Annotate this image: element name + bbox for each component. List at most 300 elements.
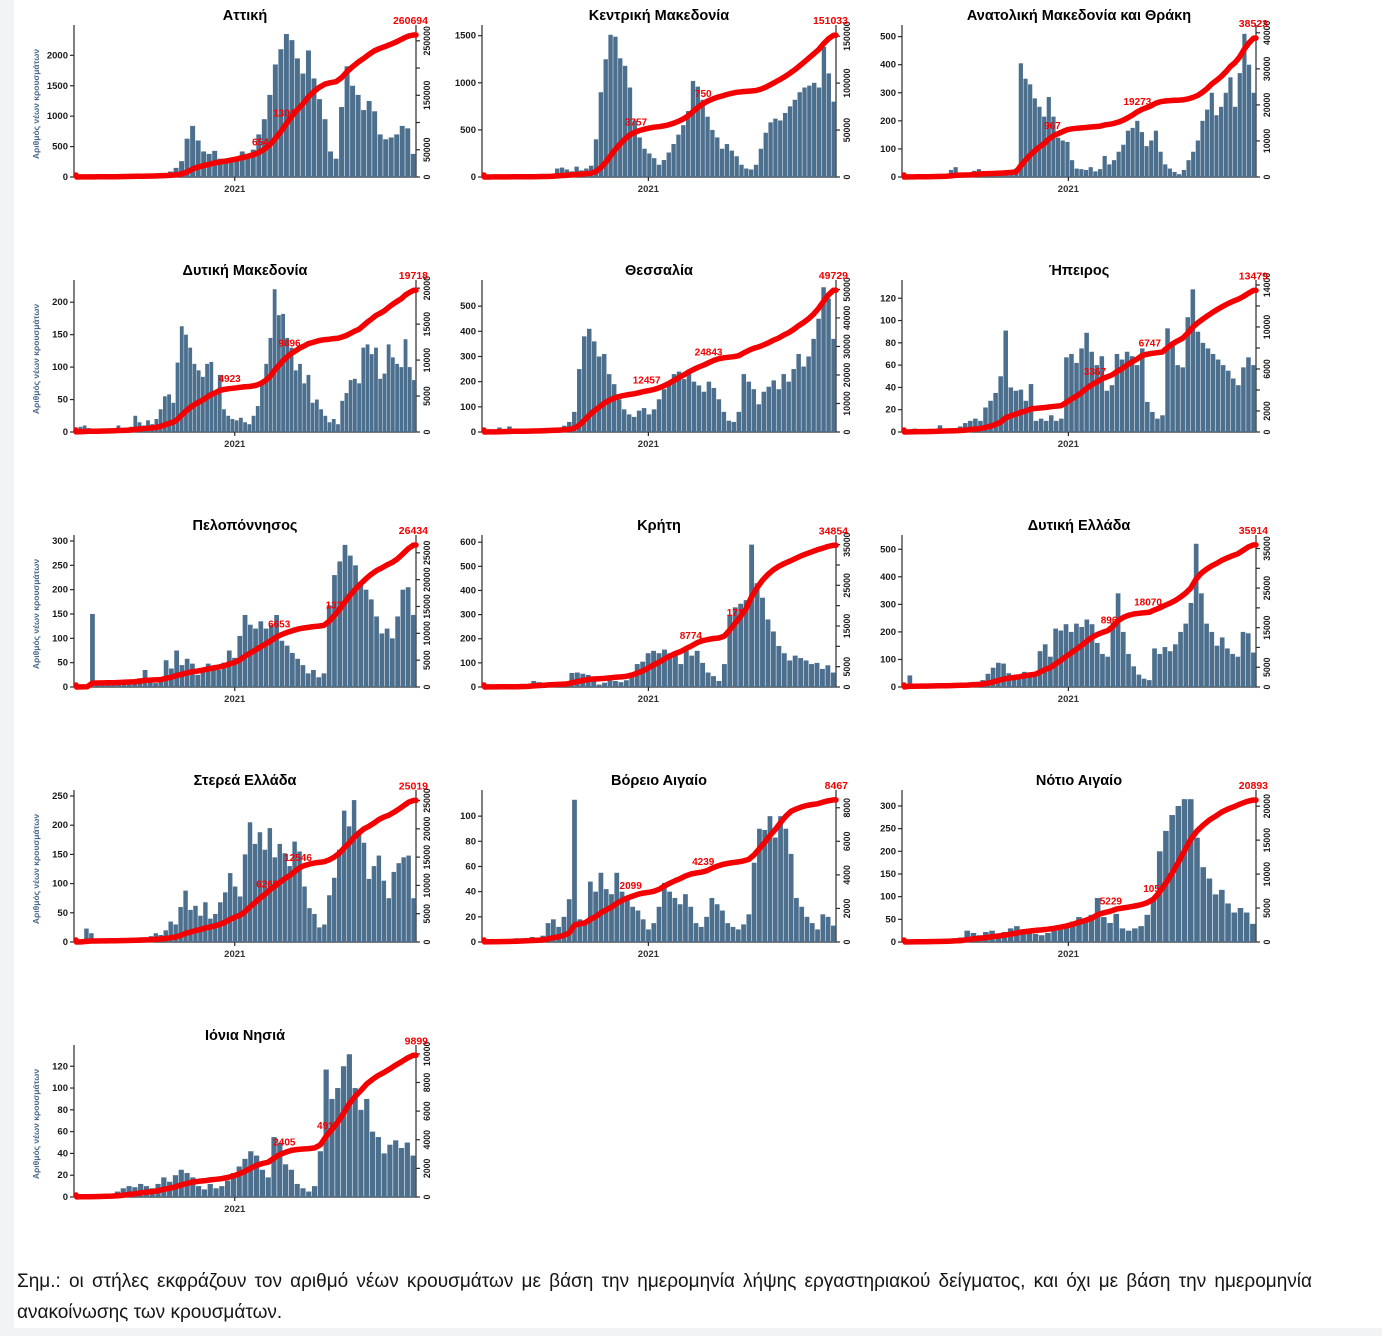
daily-cases-bar [190, 664, 195, 687]
daily-cases-bar [732, 422, 736, 432]
daily-cases-bar [1157, 654, 1162, 687]
daily-cases-bar [1206, 348, 1211, 432]
right-axis-tick-label: 25000 [1262, 575, 1272, 601]
daily-cases-bar [1074, 624, 1079, 687]
right-axis-tick-label: 10000 [422, 873, 432, 898]
left-axis-tick-label: 100 [460, 401, 476, 413]
daily-cases-bar [651, 923, 656, 942]
left-axis-tick-label: 100 [880, 654, 896, 666]
daily-cases-bar [1221, 365, 1226, 432]
chart-title: Θεσσαλία [625, 263, 693, 279]
daily-cases-bar [624, 680, 629, 687]
daily-cases-bar [825, 665, 830, 687]
daily-cases-bar [802, 88, 806, 177]
daily-cases-bar [788, 106, 792, 177]
daily-cases-bar [646, 929, 651, 942]
daily-cases-bar [1251, 365, 1256, 432]
daily-cases-bar [642, 149, 646, 177]
right-axis-tick-label: 8000 [422, 1072, 432, 1093]
daily-cases-bar [396, 863, 400, 942]
daily-cases-bar [376, 1137, 381, 1197]
daily-cases-bar [213, 1188, 218, 1197]
daily-cases-bar [377, 856, 381, 942]
daily-cases-bar [583, 923, 588, 942]
right-axis-tick-label: 0 [422, 939, 432, 945]
left-axis-tick-label: 40 [465, 886, 476, 898]
daily-cases-bar [1070, 160, 1074, 177]
daily-cases-bar [222, 409, 226, 432]
daily-cases-bar [799, 907, 804, 942]
daily-cases-bar [1178, 632, 1183, 687]
daily-cases-bar [350, 86, 355, 177]
daily-cases-bar [401, 590, 406, 687]
daily-cases-bar [771, 380, 775, 432]
daily-cases-bar [341, 1066, 346, 1197]
daily-cases-bar [364, 1099, 369, 1197]
daily-cases-bar [741, 924, 746, 942]
right-axis-tick-label: 8000 [842, 797, 852, 818]
daily-cases-bar [731, 927, 736, 942]
daily-cases-bar [613, 681, 618, 687]
daily-cases-bar [613, 37, 617, 177]
daily-cases-bar [273, 64, 278, 177]
daily-cases-bar [1069, 354, 1074, 432]
right-axis-tick-label: 25000 [422, 788, 432, 813]
daily-cases-bar [727, 421, 731, 432]
daily-cases-bar [385, 629, 390, 687]
left-axis-tick-label: 0 [62, 172, 68, 183]
daily-cases-bar [1009, 387, 1014, 432]
left-axis-tick-label: 100 [52, 633, 68, 645]
daily-cases-bar [1053, 629, 1058, 687]
right-axis-tick-label: 0 [422, 684, 432, 690]
left-axis-tick-label: 50 [57, 657, 68, 669]
daily-cases-bar [312, 1186, 317, 1197]
daily-cases-bar [657, 399, 661, 432]
cumulative-annotation: 6266 [256, 879, 279, 891]
daily-cases-bar [357, 831, 361, 942]
daily-cases-bar [1049, 415, 1054, 432]
daily-cases-bar [1207, 879, 1213, 942]
daily-cases-bar [343, 545, 348, 687]
daily-cases-bar [243, 615, 248, 687]
chart-title: Στερεά Ελλάδα [193, 773, 297, 789]
right-axis-tick-label: 30000 [1262, 56, 1272, 82]
daily-cases-bar [1219, 107, 1223, 177]
daily-cases-bar [637, 137, 641, 177]
daily-cases-bar [1098, 169, 1102, 177]
left-axis-tick-label: 60 [465, 861, 476, 873]
daily-cases-bar [369, 599, 374, 687]
daily-cases-bar [707, 382, 711, 432]
region-chart-panel [450, 260, 870, 465]
daily-cases-bar [219, 1186, 224, 1197]
daily-cases-bar [1110, 385, 1115, 432]
left-axis-tick-label: 300 [880, 800, 896, 812]
daily-cases-bar [253, 844, 257, 942]
daily-cases-bar [700, 663, 705, 687]
daily-cases-bar [776, 389, 780, 432]
cumulative-total-label: 13479 [1238, 270, 1268, 283]
daily-cases-bar [1044, 421, 1049, 432]
daily-cases-bar [730, 151, 734, 177]
daily-cases-bar [1001, 664, 1006, 687]
left-axis-tick-label: 1000 [46, 111, 68, 123]
right-axis-tick-label: 20000 [422, 275, 432, 301]
daily-cases-bar [757, 404, 761, 432]
left-axis-tick-label: 250 [880, 823, 896, 835]
daily-cases-bar [673, 656, 678, 687]
left-axis-tick-label: 100 [52, 878, 68, 890]
daily-cases-bar [281, 314, 285, 432]
x-axis-tick-label: 2021 [637, 694, 659, 705]
daily-cases-bar [408, 367, 412, 432]
daily-cases-bar [378, 379, 382, 432]
left-axis-tick-label: 500 [52, 141, 68, 153]
left-axis-tick-label: 600 [460, 537, 476, 549]
daily-cases-bar [412, 380, 416, 432]
daily-cases-bar [1149, 141, 1153, 178]
daily-cases-bar [372, 111, 377, 177]
daily-cases-bar [1158, 152, 1162, 177]
daily-cases-bar [332, 419, 336, 432]
daily-cases-bar [1111, 622, 1116, 687]
footnote: Σημ.: οι στήλες εκφράζουν τον αριθμό νέων κρουσμάτων με βάση την ημερομηνία λήψης εργαστηριακού δείγματος, και όχι με βάση την ημερομηνία ανακοίνωσης των κρουσμάτων. [17, 1271, 1312, 1324]
left-axis-tick-label: 0 [62, 1192, 68, 1203]
daily-cases-bar [831, 339, 835, 432]
daily-cases-bar [273, 857, 277, 942]
left-axis-tick-label: 20 [465, 911, 476, 923]
daily-cases-bar [1209, 632, 1214, 687]
daily-cases-bar [393, 1140, 398, 1197]
daily-cases-bar [711, 676, 716, 687]
daily-cases-bar [760, 598, 765, 687]
daily-cases-bar [322, 924, 326, 942]
daily-cases-bar [1037, 107, 1041, 177]
daily-cases-bar [372, 866, 376, 942]
daily-cases-bar [688, 907, 693, 942]
daily-cases-bar [188, 348, 192, 432]
left-axis-tick-label: 50 [57, 907, 68, 919]
right-axis-tick-label: 40000 [1262, 20, 1272, 46]
left-gutter [0, 0, 14, 1336]
daily-cases-bar [184, 335, 188, 432]
daily-cases-bar [340, 401, 344, 432]
daily-cases-bar [1176, 806, 1182, 942]
daily-cases-bar [370, 354, 374, 432]
right-axis-tick-label: 150000 [842, 21, 852, 51]
left-axis-tick-label: 200 [52, 820, 68, 832]
daily-cases-bar [625, 898, 630, 942]
daily-cases-bar [339, 107, 344, 177]
daily-cases-bar [248, 822, 252, 942]
left-axis-tick-label: 100 [880, 143, 896, 155]
daily-cases-bar [752, 863, 757, 942]
daily-cases-bar [405, 128, 410, 177]
daily-cases-bar [395, 616, 400, 687]
daily-cases-bar [815, 929, 820, 942]
daily-cases-bar [208, 1184, 213, 1197]
left-axis-tick-label: 400 [880, 59, 896, 71]
daily-cases-bar [706, 673, 711, 687]
left-axis-tick-label: 300 [880, 87, 896, 99]
daily-cases-bar [399, 1148, 404, 1197]
chart-title: Ιόνια Νησιά [204, 1028, 286, 1044]
chart-title: Ανατολική Μακεδονία και Θράκη [966, 8, 1192, 24]
daily-cases-bar [1069, 632, 1074, 687]
daily-cases-bar [389, 137, 394, 177]
daily-cases-bar [1177, 174, 1181, 177]
left-axis-tick-label: 1500 [46, 80, 68, 92]
right-axis-tick-label: 25000 [422, 540, 432, 566]
daily-cases-bar [382, 881, 386, 942]
daily-cases-bar [1033, 934, 1039, 942]
daily-cases-bar [667, 153, 671, 177]
daily-cases-bar [195, 675, 200, 687]
daily-cases-bar [358, 582, 363, 687]
cumulative-annotation: 132 [325, 600, 343, 612]
daily-cases-bar [831, 673, 836, 687]
daily-cases-bar [1056, 138, 1060, 177]
daily-cases-bar [1194, 544, 1199, 687]
cumulative-total-label: 35914 [1238, 524, 1268, 537]
daily-cases-bar [188, 910, 192, 942]
daily-cases-bar [1204, 624, 1209, 687]
daily-cases-bar [699, 927, 704, 942]
daily-cases-bar [216, 670, 221, 687]
region-chart-svg [870, 515, 1290, 720]
daily-cases-bar [746, 914, 751, 942]
daily-cases-bar [382, 1153, 387, 1197]
cumulative-annotation: 2405 [273, 1137, 296, 1149]
daily-cases-bar [588, 882, 593, 942]
daily-cases-bar [1048, 657, 1053, 687]
daily-cases-bar [1210, 93, 1214, 177]
daily-cases-bar [1213, 894, 1219, 942]
right-axis-tick-label: 5000 [1262, 657, 1272, 678]
daily-cases-bar [1200, 867, 1206, 942]
right-axis-tick-label: 10000 [422, 1041, 432, 1067]
daily-cases-bar [632, 417, 636, 432]
daily-cases-bar [766, 619, 771, 687]
daily-cases-bar [411, 898, 415, 942]
daily-cases-bar [348, 556, 353, 687]
daily-cases-bar [752, 389, 756, 432]
daily-cases-bar [652, 409, 656, 432]
right-axis-tick-label: 0 [842, 939, 852, 945]
daily-cases-bar [636, 911, 641, 942]
right-axis-tick-label: 35000 [842, 532, 852, 557]
region-chart-panel [450, 5, 870, 210]
daily-cases-bar [223, 892, 227, 942]
daily-cases-bar [622, 409, 626, 432]
daily-cases-bar [196, 1186, 201, 1197]
daily-cases-bar [773, 119, 777, 177]
daily-cases-bar [759, 149, 763, 177]
left-axis-tick-label: 0 [62, 682, 68, 693]
daily-cases-bar [269, 338, 273, 432]
cumulative-annotation: 8774 [679, 630, 702, 642]
daily-cases-bar [235, 420, 239, 432]
daily-cases-bar [804, 660, 809, 687]
daily-cases-bar [1043, 644, 1048, 687]
daily-cases-bar [786, 382, 790, 432]
daily-cases-bar [1241, 367, 1246, 432]
x-axis-tick-label: 2021 [224, 949, 246, 960]
daily-cases-bar [307, 908, 311, 942]
right-axis-tick-label: 6000 [1262, 359, 1272, 379]
daily-cases-bar [602, 354, 606, 432]
daily-cases-bar [749, 545, 754, 687]
daily-cases-bar [715, 904, 720, 942]
daily-cases-bar [725, 144, 729, 177]
daily-cases-bar [820, 669, 825, 687]
daily-cases-bar [260, 1170, 265, 1197]
daily-cases-bar [332, 878, 336, 942]
daily-cases-bar [405, 1143, 410, 1197]
daily-cases-bar [1160, 415, 1165, 432]
left-axis-tick-label: 150 [52, 609, 68, 620]
right-axis-tick-label: 50000 [422, 137, 432, 162]
left-axis-tick-label: 0 [890, 937, 896, 948]
right-axis-tick-label: 0 [842, 174, 852, 180]
right-axis-tick-label: 0 [842, 429, 852, 435]
right-axis-tick-label: 50000 [842, 277, 852, 302]
daily-cases-bar [783, 113, 787, 177]
daily-cases-bar [1205, 110, 1209, 177]
right-axis-tick-label: 2000 [1262, 401, 1272, 421]
cumulative-total-label: 25019 [398, 780, 428, 793]
daily-cases-bar [602, 683, 607, 687]
daily-cases-bar [361, 110, 366, 177]
daily-cases-bar [1101, 917, 1107, 942]
chart-title: Κεντρική Μακεδονία [588, 8, 730, 24]
daily-cases-bar [390, 638, 395, 687]
y-axis-label: Αριθμός νέων κρουσμάτων [31, 303, 41, 415]
cumulative-total-label: 151033 [812, 15, 848, 28]
daily-cases-bar [1247, 65, 1251, 177]
daily-cases-bar [362, 843, 366, 942]
right-axis-tick-label: 5000 [1262, 898, 1272, 918]
daily-cases-bar [618, 58, 622, 177]
daily-cases-bar [1196, 141, 1200, 178]
daily-cases-bar [267, 95, 272, 177]
daily-cases-bar [1095, 643, 1100, 687]
region-chart-panel [450, 770, 870, 975]
daily-cases-bar [1154, 131, 1158, 177]
daily-cases-bar [290, 348, 294, 432]
daily-cases-bar [712, 388, 716, 432]
daily-cases-bar [617, 399, 621, 432]
daily-cases-bar [1238, 73, 1242, 177]
right-axis-tick-label: 10000 [422, 621, 432, 646]
daily-cases-bar [214, 393, 218, 432]
daily-cases-bar [647, 153, 651, 177]
cumulative-annotation: 12546 [284, 852, 312, 864]
daily-cases-bar [662, 883, 667, 942]
daily-cases-bar [280, 641, 285, 687]
daily-cases-bar [302, 383, 306, 432]
chart-title: Δυτική Μακεδονία [182, 263, 308, 279]
daily-cases-bar [1115, 354, 1120, 432]
daily-cases-bar [327, 895, 331, 942]
daily-cases-bar [318, 1151, 323, 1197]
daily-cases-bar [1085, 620, 1090, 687]
daily-cases-bar [1150, 412, 1155, 432]
chart-title: Βόρειο Αιγαίο [611, 773, 707, 789]
region-chart-svg [30, 770, 450, 975]
left-axis-tick-label: 300 [460, 609, 476, 621]
daily-cases-bar [697, 385, 701, 432]
daily-cases-bar [282, 853, 286, 942]
chart-title: Πελοπόννησος [192, 518, 298, 534]
daily-cases-bar [1163, 164, 1167, 177]
daily-cases-bar [1231, 379, 1236, 432]
daily-cases-bar [231, 419, 235, 432]
daily-cases-bar [306, 673, 311, 687]
daily-cases-bar [1028, 84, 1032, 177]
daily-cases-bar [378, 134, 383, 177]
left-axis-tick-label: 50 [885, 914, 896, 926]
daily-cases-bar [342, 811, 346, 942]
chart-title: Κρήτη [637, 518, 681, 534]
daily-cases-bar [196, 141, 201, 178]
right-axis-tick-label: 25000 [842, 573, 852, 598]
daily-cases-bar [683, 894, 688, 942]
daily-cases-bar [1199, 593, 1204, 687]
daily-cases-bar [662, 160, 666, 177]
cumulative-annotation: 24843 [694, 347, 723, 359]
daily-cases-bar [406, 587, 411, 687]
left-axis-tick-label: 400 [880, 571, 896, 583]
daily-cases-bar [1051, 931, 1057, 942]
daily-cases-bar [794, 898, 799, 942]
daily-cases-bar [1084, 170, 1088, 177]
daily-cases-bar [812, 83, 816, 177]
daily-cases-bar [1241, 632, 1246, 687]
y-axis-label: Αριθμός νέων κρουσμάτων [31, 558, 41, 670]
daily-cases-bar [273, 289, 277, 432]
daily-cases-bar [367, 879, 371, 942]
daily-cases-bar [684, 651, 689, 687]
daily-cases-bar [248, 1151, 253, 1197]
daily-cases-bar [1107, 164, 1111, 177]
right-axis-tick-label: 20000 [1262, 793, 1272, 819]
region-chart-svg [450, 260, 870, 465]
daily-cases-bar [1175, 365, 1180, 432]
daily-cases-bar [710, 130, 714, 177]
daily-cases-bar [283, 1164, 288, 1197]
right-axis-tick-label: 20000 [422, 567, 432, 592]
daily-cases-bar [1131, 128, 1135, 177]
daily-cases-bar [353, 1088, 358, 1197]
daily-cases-bar [171, 403, 175, 432]
daily-cases-bar [1173, 644, 1178, 687]
daily-cases-bar [247, 424, 251, 432]
region-chart-svg [30, 5, 450, 210]
daily-cases-bar [285, 338, 289, 432]
chart-title: Δυτική Ελλάδα [1027, 518, 1131, 534]
daily-cases-bar [404, 339, 408, 432]
right-axis-tick-label: 5000 [422, 903, 432, 924]
right-axis-tick-label: 5000 [842, 656, 852, 677]
region-chart-panel [30, 5, 450, 210]
daily-cases-bar [367, 101, 372, 177]
daily-cases-bar [1112, 160, 1116, 177]
daily-cases-bar [277, 315, 281, 432]
daily-cases-bar [277, 1143, 282, 1197]
daily-cases-bar [345, 66, 350, 177]
